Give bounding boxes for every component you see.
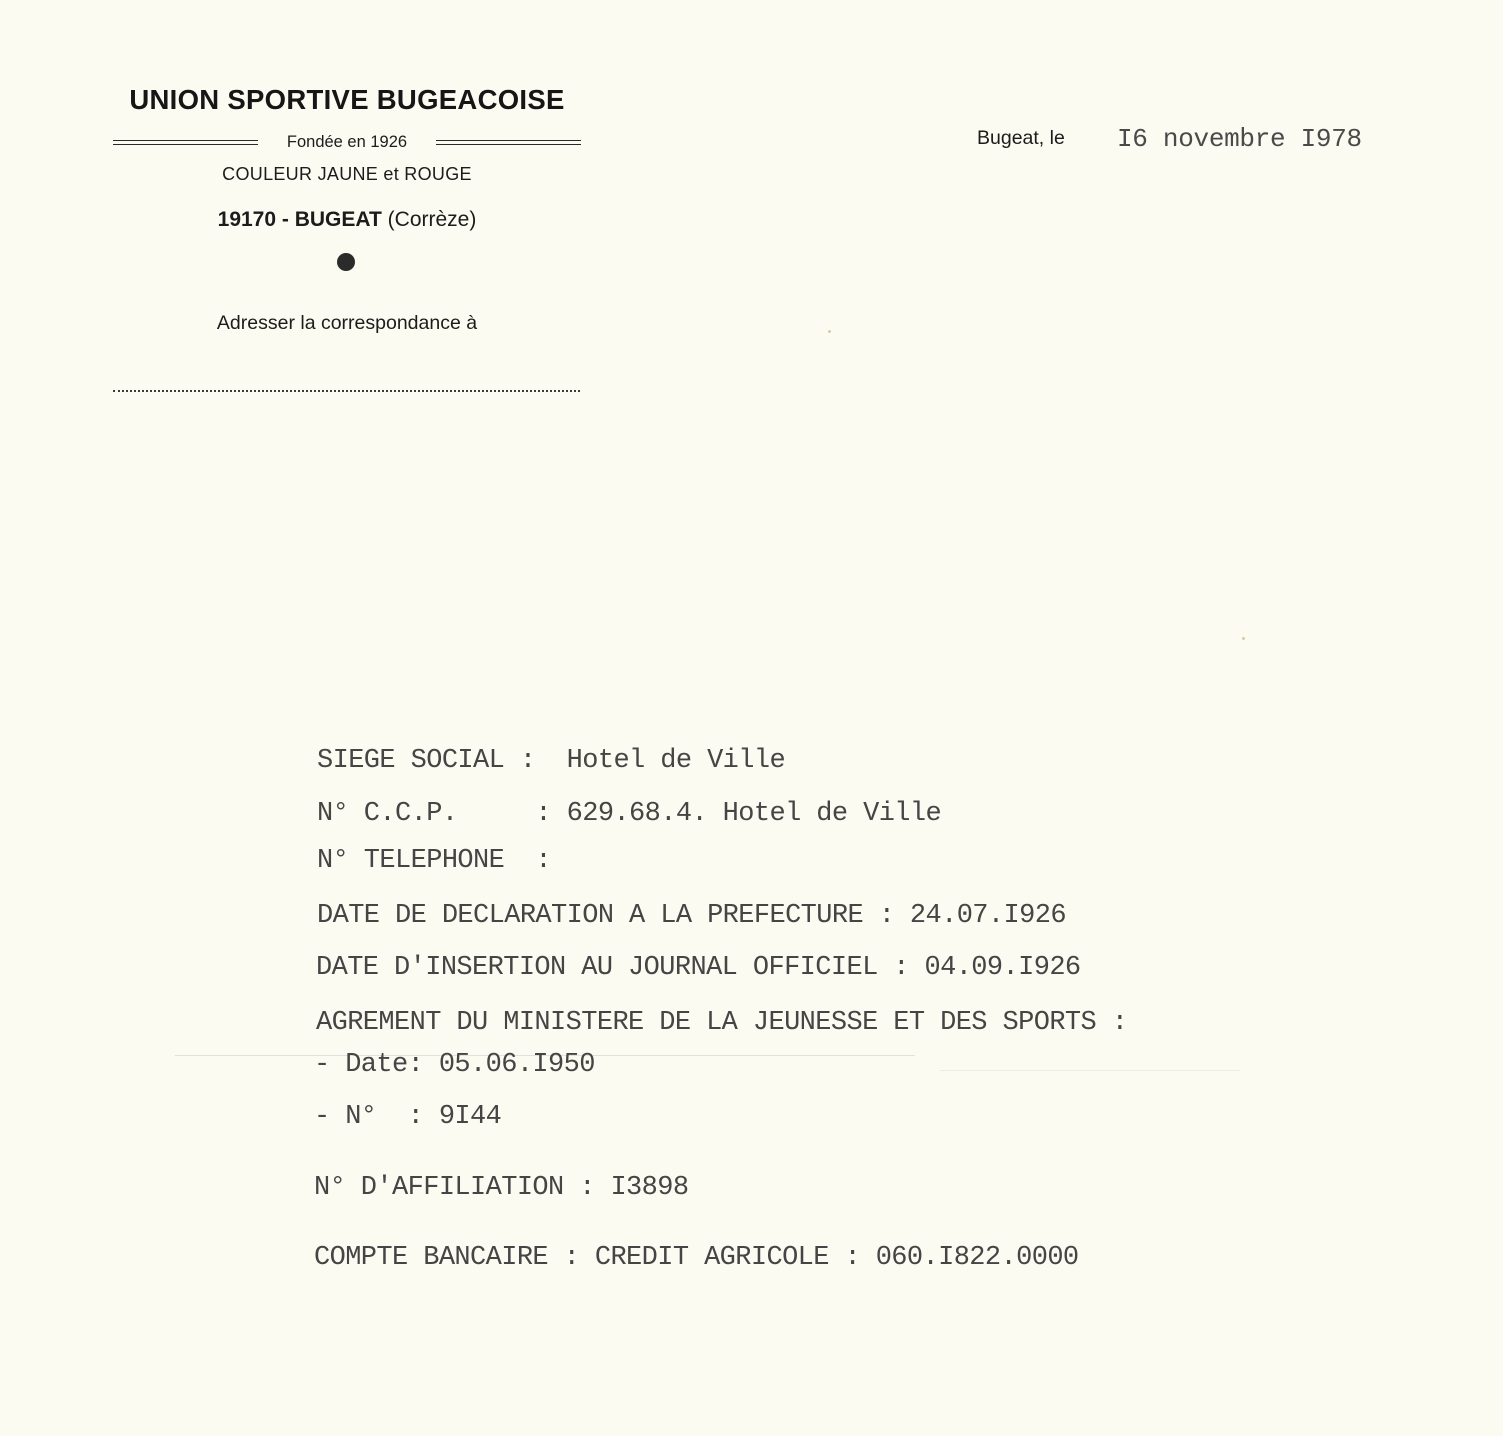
club-address xyxy=(113,208,581,232)
correspondence-dotted-line xyxy=(113,390,580,392)
ccp-line: N° C.C.P. : 629.68.4. Hotel de Ville xyxy=(317,799,942,829)
agrement-line: AGREMENT DU MINISTERE DE LA JEUNESSE ET DES SPORTS : xyxy=(316,1008,1128,1038)
paper-speck xyxy=(828,330,831,333)
founded-row xyxy=(113,133,581,155)
organization-name: UNION SPORTIVE BUGEACOISE xyxy=(129,84,565,115)
correspondence-label: Adresser la correspondance à xyxy=(216,312,478,334)
date-prefix: Bugeat, le xyxy=(977,127,1065,149)
declaration-line: DATE DE DECLARATION A LA PREFECTURE : 24.07.I926 xyxy=(317,901,1066,931)
siege-social-line: SIEGE SOCIAL : Hotel de Ville xyxy=(317,746,786,776)
bullet-dot xyxy=(337,253,355,271)
address-region: (Corrèze) xyxy=(387,208,477,231)
letter-date: I6 novembre I978 xyxy=(1117,124,1362,154)
bank-account-line: COMPTE BANCAIRE : CREDIT AGRICOLE : 060.I822.0000 xyxy=(314,1243,1079,1273)
agrement-number-line: - N° : 9I44 xyxy=(314,1102,502,1132)
insertion-line: DATE D'INSERTION AU JOURNAL OFFICIEL : 04.09.I926 xyxy=(316,953,1081,983)
double-rule-right xyxy=(436,140,581,145)
address-main: 19170 - BUGEAT xyxy=(217,208,382,231)
agrement-date-line: - Date: 05.06.I950 xyxy=(314,1050,595,1080)
telephone-line: N° TELEPHONE : xyxy=(317,846,552,876)
affiliation-line: N° D'AFFILIATION : I3898 xyxy=(314,1173,689,1203)
faded-rule xyxy=(940,1070,1240,1071)
founded-text: Fondée en 1926 xyxy=(286,133,408,151)
paper-speck xyxy=(1242,637,1245,640)
club-colors: COULEUR JAUNE et ROUGE xyxy=(222,164,472,184)
double-rule-left xyxy=(113,140,258,145)
